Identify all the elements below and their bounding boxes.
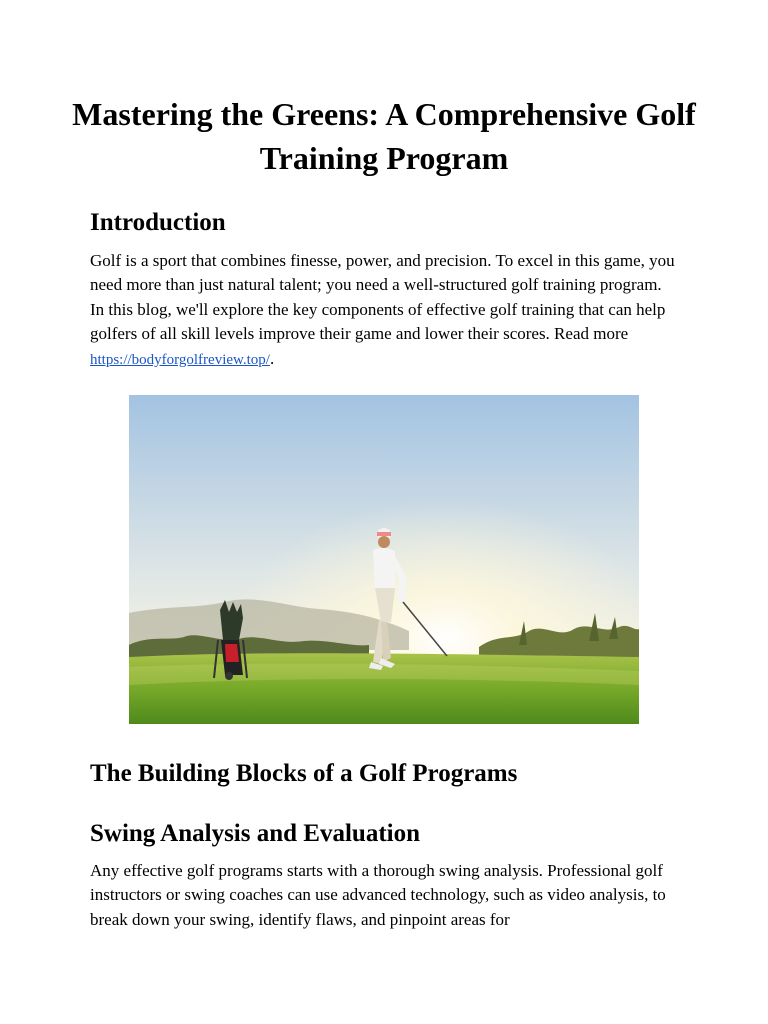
- swing-heading: Swing Analysis and Evaluation: [90, 820, 420, 847]
- intro-heading: Introduction: [90, 209, 226, 236]
- intro-trailing: .: [269, 348, 275, 368]
- golfer-photo: [129, 395, 639, 724]
- section-heading: The Building Blocks of a Golf Programs: [90, 760, 518, 787]
- read-more-link[interactable]: https://bodyforgolfreview.top/: [90, 351, 270, 368]
- intro-body: Golf is a sport that combines finesse, power, and precision. To excel in this game, you need more than just natural talent; you need a well-structured golf training program. In this blog, we'll explore the key components of effective golf training that can help golfers of all skill levels improve their game and lower their scores. Read more: [90, 251, 675, 344]
- golfer-photo-art: [129, 395, 639, 724]
- swing-paragraph: Any effective golf programs starts with a thorough swing analysis. Professional golf instructors or swing coaches can use advanced technology, such as video analysis, to break down your swing, identify flaws, and pinpoint areas for: [90, 861, 666, 929]
- intro-paragraph: [90, 249, 680, 372]
- page-title: Mastering the Greens: A Comprehensive Golf Training Program: [72, 96, 696, 176]
